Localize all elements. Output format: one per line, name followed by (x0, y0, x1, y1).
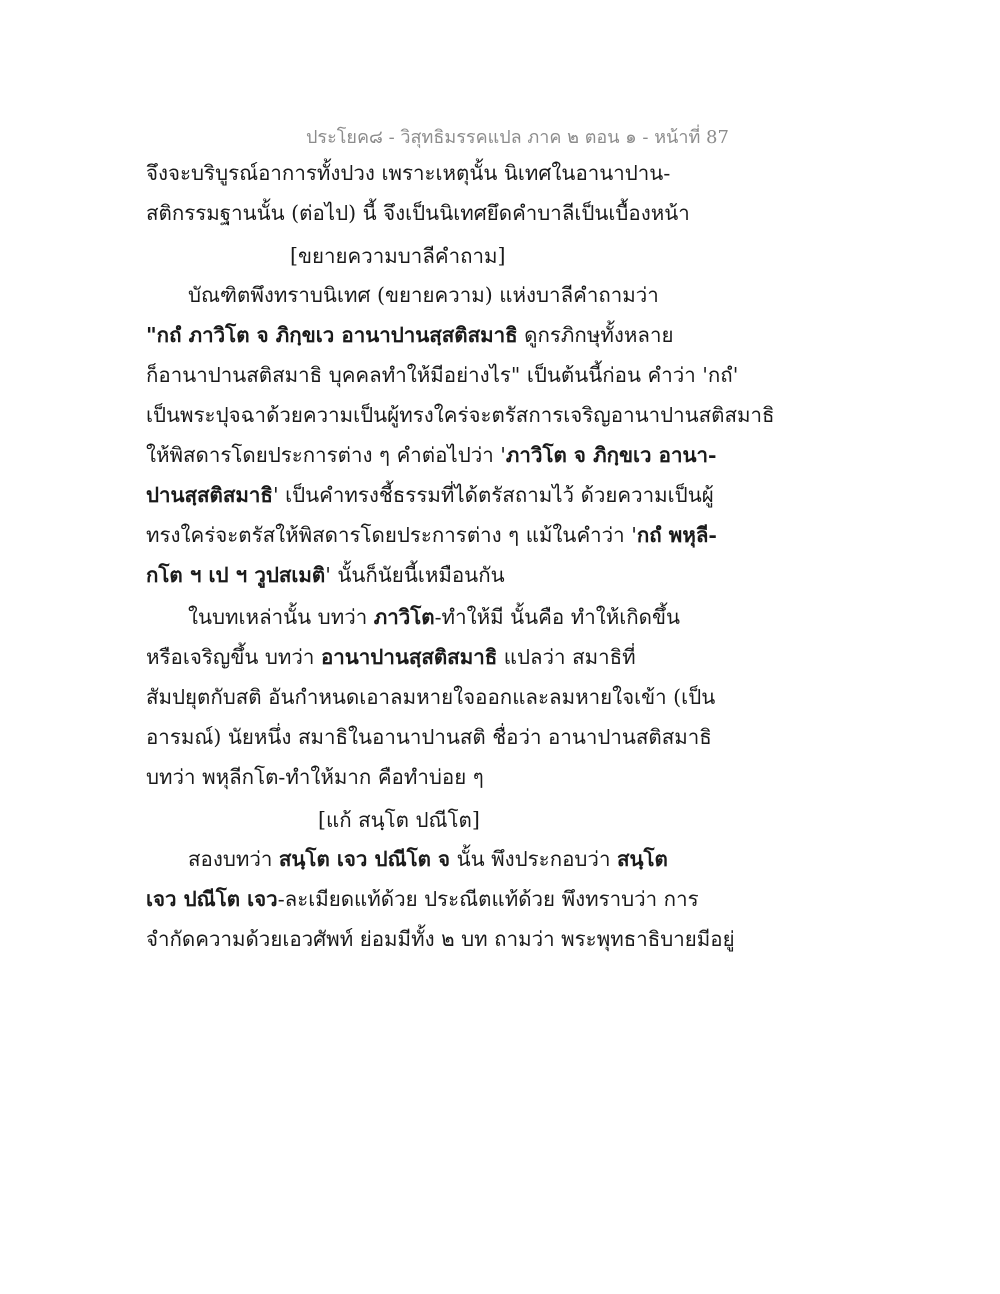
text-run: บัณฑิตพึงทราบนิเทศ (ขยายความ) แห่งบาลีคำถามว่า (188, 283, 659, 307)
text-run: นั้น พึงประกอบว่า (450, 847, 617, 871)
pali-term: ภาวิโต (373, 605, 435, 629)
text-run: -ทำให้มี นั้นคือ ทำให้เกิดขึ้น (434, 605, 681, 629)
text-line-5 (146, 322, 673, 348)
text-run: หรือเจริญขึ้น บทว่า (146, 645, 321, 669)
text-run: สติกรรมฐานนั้น (ต่อไป) นี้ จึงเป็นนิเทศยึดคำบาลีเป็นเบื้องหน้า (146, 201, 690, 225)
pali-term: สนฺโต เจว ปณีโต จ (278, 847, 451, 871)
text-line-6 (146, 362, 738, 388)
pali-term: อานาปานสฺสติสมาธิ (320, 645, 498, 669)
pali-term: กถํ พหุลี- (636, 523, 717, 547)
text-line-12 (188, 604, 680, 630)
pali-term: ปานสฺสติสมาธิ (146, 483, 273, 507)
text-line-18 (188, 846, 668, 872)
pali-term: เจว ปณีโต เจว (146, 887, 278, 911)
text-run: สัมปยุตกับสติ อันกำหนดเอาลมหายใจออกและลมหายใจเข้า (เป็น (146, 685, 716, 709)
text-line-8 (146, 442, 717, 468)
text-run: ดูกรภิกษุทั้งหลาย (517, 323, 674, 347)
heading-text: [ขยายความบาลีคำถาม] (290, 244, 506, 268)
text-run: เป็นพระปุจฉาด้วยความเป็นผู้ทรงใคร่จะตรัสการเจริญอานาปานสติสมาธิ (146, 403, 775, 427)
text-line-19 (146, 886, 699, 912)
text-line-20 (146, 926, 735, 952)
section-heading-2 (318, 804, 480, 837)
text-line-7 (146, 402, 775, 428)
pali-term: ภาวิโต จ ภิกฺขเว อานา- (505, 443, 717, 467)
text-line-11 (146, 562, 505, 588)
text-run: ' นั้นก็นัยนี้เหมือนกัน (325, 563, 505, 587)
pali-term: กโต ฯ เป ฯ วูปสเมติ (146, 563, 326, 587)
text-run: ในบทเหล่านั้น บทว่า (188, 605, 374, 629)
text-run: แปลว่า สมาธิที่ (497, 645, 636, 669)
text-run: อารมณ์) นัยหนึ่ง สมาธิในอานาปานสติ ชื่อว่า อานาปานสติสมาธิ (146, 725, 712, 749)
text-line-4 (188, 282, 659, 308)
text-run: ก็อานาปานสติสมาธิ บุคคลทำให้มีอย่างไร" เป็นต้นนี้ก่อน คำว่า 'กถํ' (146, 363, 739, 387)
text-run: ' เป็นคำทรงชี้ธรรมที่ได้ตรัสถามไว้ ด้วยความเป็นผู้ (272, 483, 714, 507)
text-run: จำกัดความด้วยเอวศัพท์ ย่อมมีทั้ง ๒ บท ถามว่า พระพุทธาธิบายมีอยู่ (146, 927, 735, 951)
text-run: ให้พิสดารโดยประการต่าง ๆ คำต่อไปว่า ' (146, 443, 506, 467)
text-run: จึงจะบริบูรณ์อาการทั้งปวง เพราะเหตุนั้น นิเทศในอานาปาน- (146, 161, 671, 185)
text-run: บทว่า พหุลีกโต-ทำให้มาก คือทำบ่อย ๆ (146, 765, 484, 789)
text-run: ทรงใคร่จะตรัสให้พิสดารโดยประการต่าง ๆ แม้ในคำว่า ' (146, 523, 637, 547)
pali-term: "กถํ ภาวิโต จ ภิกฺขเว อานาปานสฺสติสมาธิ (146, 323, 518, 347)
text-line-1 (146, 160, 670, 186)
heading-text: [แก้ สนฺโต ปณีโต] (318, 808, 480, 832)
text-line-10 (146, 522, 717, 548)
page-header: ประโยค๘ - วิสุทธิมรรคแปล ภาค ๒ ตอน ๑ - หน้าที่ 87 (306, 127, 729, 148)
text-run: สองบทว่า (188, 847, 279, 871)
text-line-15 (146, 724, 712, 750)
text-line-16 (146, 764, 484, 790)
text-line-9 (146, 482, 714, 508)
text-line-14 (146, 684, 715, 710)
section-heading-1 (290, 240, 506, 273)
text-line-2 (146, 200, 690, 226)
pali-term: สนฺโต (616, 847, 668, 871)
text-run: -ละเมียดแท้ด้วย ประณีตแท้ด้วย พึงทราบว่า การ (277, 887, 699, 911)
text-line-13 (146, 644, 636, 670)
